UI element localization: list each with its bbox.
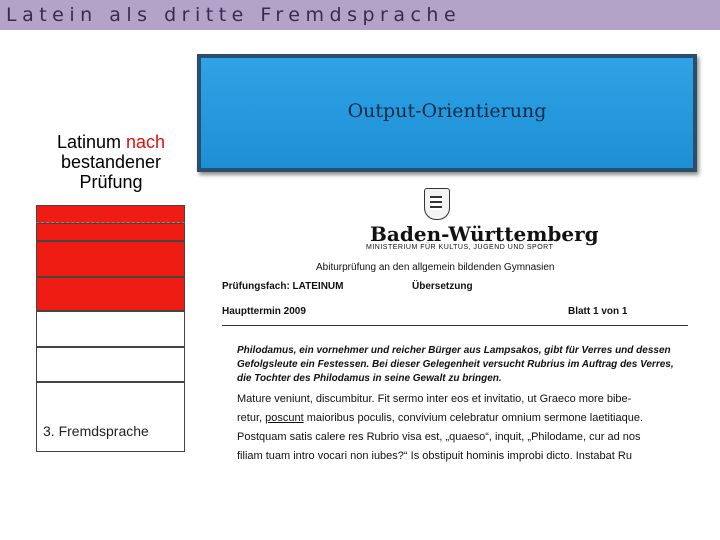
latin-line-2a: retur, [237, 412, 263, 424]
third-language-label: 3. Fremdsprache [43, 423, 149, 439]
latinum-label-part1: Latinum [56, 132, 121, 152]
latin-line-1: Mature veniunt, discumbitur. Fit sermo inter eos et invitatio, ut Graeco more bibe- [237, 393, 632, 405]
latin-underlined-word: poscunt [265, 412, 304, 424]
level-cell-6 [36, 347, 185, 382]
latinum-label-part2: bestandener Prüfung [60, 152, 162, 192]
level-cell-5 [36, 311, 185, 347]
ministry-subtitle: MINISTERIUM FÜR KULTUS, JUGEND UND SPORT [366, 244, 554, 251]
output-orientation-label: Output-Orientierung [347, 100, 547, 122]
header-divider [222, 325, 688, 326]
exam-subject: Prüfungsfach: LATEINUM [222, 281, 344, 292]
exam-term: Haupttermin 2009 [222, 306, 306, 317]
latinum-label [38, 132, 184, 192]
level-cell-3 [36, 241, 185, 277]
latin-line-4: filiam tuam intro vocari non iubes?“ Is obstipuit hominis improbi dicto. Instabat Ru [237, 450, 632, 462]
exam-document [210, 182, 690, 482]
exam-title: Abiturprüfung an den allgemein bildenden Gymnasien [316, 262, 555, 273]
latin-line-2b: maioribus poculis, convivium celebratur omnium sermone laetitiaque. [306, 412, 643, 424]
level-cell-1 [36, 205, 185, 223]
ministry-name: Baden-Württemberg [370, 222, 599, 246]
level-cell-7 [36, 382, 185, 452]
level-cell-2 [36, 223, 185, 241]
level-cell-4 [36, 277, 185, 311]
exam-intro: Philodamus, ein vornehmer und reicher Bürger aus Lampsakos, gibt für Verres und dessen Gefolgsleute ein Festessen. Bei dieser Gelegenheit versucht Rubrius im Auftrag des Verres, die Tochter des Philodamus in seine Gewalt zu bringen. [237, 345, 674, 384]
coat-of-arms-icon [424, 188, 450, 220]
output-orientation-box [197, 54, 697, 172]
latin-line-2 [237, 409, 682, 428]
exam-part: Übersetzung [412, 281, 473, 292]
latin-line-3: Postquam satis calere res Rubrio visa est, „quaeso“, inquit, „Philodame, cur ad nos [237, 431, 641, 443]
sheet-number: Blatt 1 von 1 [568, 306, 628, 317]
latin-text [237, 390, 682, 466]
slide-title: Latein als dritte Fremdsprache [0, 0, 720, 30]
latinum-label-accent: nach [126, 132, 166, 152]
